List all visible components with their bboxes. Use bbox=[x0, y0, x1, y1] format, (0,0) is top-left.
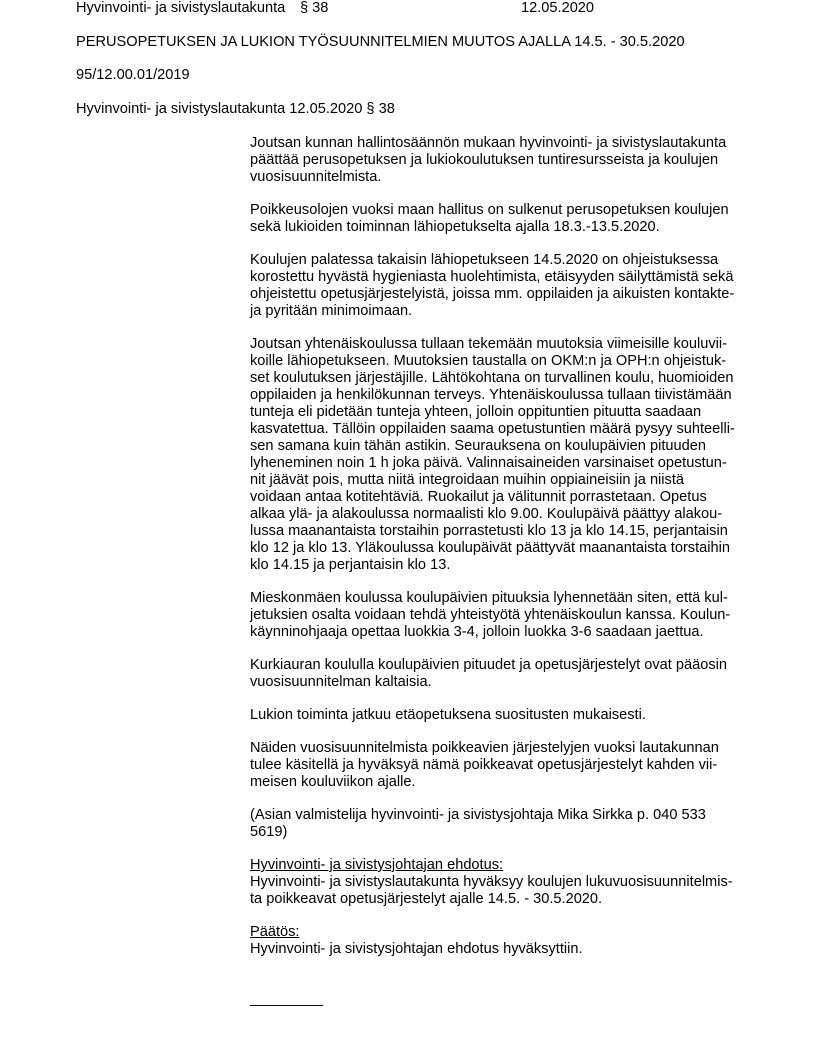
text-line: sekä lukioiden toiminnan lähiopetukselta ajalla 18.3.-13.5.2020. bbox=[250, 219, 660, 235]
paragraph bbox=[250, 590, 750, 641]
header-date: 12.05.2020 bbox=[521, 0, 595, 16]
paragraph bbox=[250, 657, 750, 691]
paragraph bbox=[250, 807, 750, 841]
text-line: 5619) bbox=[250, 824, 288, 840]
text-line: alkaa ylä- ja alakoulussa normaalisti klo 9.00. Koulupäivä päättyy alakou- bbox=[250, 506, 723, 522]
header-section: § 38 bbox=[300, 0, 329, 16]
text-line: nit jäävät pois, mutta niitä integroidaan muihin oppiaineisiin ja niistä bbox=[250, 472, 685, 488]
meeting-reference: Hyvinvointi- ja sivistyslautakunta 12.05.2020 § 38 bbox=[76, 101, 395, 117]
paragraph bbox=[250, 202, 750, 236]
decision-heading: Päätös: bbox=[250, 924, 300, 940]
text-line: lyheneminen noin 1 h joka päivä. Valinnaisaineiden varsinaiset opetustun- bbox=[250, 455, 727, 471]
proposal-heading: Hyvinvointi- ja sivistysjohtajan ehdotus: bbox=[250, 857, 504, 873]
text-line: ohjeistettu opetusjärjestelyistä, joissa mm. oppilaiden ja aikuisten kontakte- bbox=[250, 286, 735, 302]
text-line: Joutsan yhtenäiskoulussa tullaan tekemään muutoksia viimeisille kouluvii- bbox=[250, 336, 727, 352]
paragraph bbox=[250, 135, 750, 186]
document-title: PERUSOPETUKSEN JA LUKION TYÖSUUNNITELMIEN MUUTOS AJALLA 14.5. - 30.5.2020 bbox=[76, 34, 685, 50]
text-line: Mieskonmäen koulussa koulupäivien pituuksia lyhennetään siten, että kul- bbox=[250, 590, 728, 606]
text-line: päättää perusopetuksen ja lukiokoulutuksen tuntiresursseista ja koulujen bbox=[250, 152, 719, 168]
text-line: korostettu hyvästä hygieniasta huolehtimista, etäisyyden säilyttämistä sekä bbox=[250, 269, 734, 285]
text-line: tulee käsitellä ja hyväksyä nämä poikkeavat opetusjärjestelyt kahden vii- bbox=[250, 757, 718, 773]
text-line: tunteja eli pidetään tunteja yhteen, jolloin oppituntien pituutta saadaan bbox=[250, 404, 702, 420]
text-line: vuosisuunnitelmista. bbox=[250, 169, 382, 185]
text-line: Kurkiauran koululla koulupäivien pituudet ja opetusjärjestelyt ovat pääosin bbox=[250, 657, 728, 673]
text-line: vuosisuunnitelman kaltaisia. bbox=[250, 674, 432, 690]
text-line: jetuksien osalta voidaan tehdä yhteistyötä yhtenäiskoulun kanssa. Koulun- bbox=[250, 607, 731, 623]
text-line: koille lähiopetukseen. Muutoksien taustalla on OKM:n ja OPH:n ohjeistuk- bbox=[250, 353, 727, 369]
closing-rule: _________ bbox=[250, 991, 324, 1007]
decision-text: Hyvinvointi- ja sivistysjohtajan ehdotus hyväksyttiin. bbox=[250, 941, 583, 957]
text-line: klo 14.15 ja perjantaisin klo 13. bbox=[250, 557, 451, 573]
proposal-line: ta poikkeavat opetusjärjestelyt ajalle 14.5. - 30.5.2020. bbox=[250, 891, 603, 907]
text-line: sen samana kuin tähän astikin. Seurauksena on koulupäivien pituuden bbox=[250, 438, 706, 454]
text-line: käynninohjaaja opettaa luokkia 3-4, jolloin luokka 3-6 saadaan jaettua. bbox=[250, 624, 704, 640]
text-line: meisen kouluviikon ajalle. bbox=[250, 774, 416, 790]
paragraph bbox=[250, 707, 750, 724]
text-line: Koulujen palatessa takaisin lähiopetukseen 14.5.2020 on ohjeistuksessa bbox=[250, 252, 719, 268]
reference-number: 95/12.00.01/2019 bbox=[76, 67, 190, 83]
paragraph bbox=[250, 740, 750, 791]
text-line: kasvatettua. Tällöin oppilaiden saama opetustuntien määrä pysyy suhteelli- bbox=[250, 421, 735, 437]
header-committee: Hyvinvointi- ja sivistyslautakunta bbox=[76, 0, 286, 16]
text-line: Näiden vuosisuunnitelmista poikkeavien järjestelyjen vuoksi lautakunnan bbox=[250, 740, 719, 756]
text-line: klo 12 ja klo 13. Yläkoulussa koulupäivät päättyvät maanantaista torstaihin bbox=[250, 540, 730, 556]
decision-block bbox=[250, 924, 750, 958]
text-line: Joutsan kunnan hallintosäännön mukaan hyvinvointi- ja sivistyslautakunta bbox=[250, 135, 727, 151]
text-line: set koulutuksen järjestäjille. Lähtökohtana on turvallinen koulu, huomioiden bbox=[250, 370, 734, 386]
text-line: (Asian valmistelija hyvinvointi- ja sivistysjohtaja Mika Sirkka p. 040 533 bbox=[250, 807, 706, 823]
proposal-line: Hyvinvointi- ja sivistyslautakunta hyväksyy koulujen lukuvuosisuunnitelmis- bbox=[250, 874, 733, 890]
paragraph-list bbox=[250, 135, 750, 841]
proposal-block bbox=[250, 857, 750, 908]
body-text bbox=[250, 135, 750, 1008]
text-line: Lukion toiminta jatkuu etäopetuksena suositusten mukaisesti. bbox=[250, 707, 646, 723]
text-line: voidaan antaa kotitehtäviä. Ruokailut ja välitunnit porrastetaan. Opetus bbox=[250, 489, 707, 505]
text-line: ja pyritään minimoimaan. bbox=[250, 303, 413, 319]
paragraph bbox=[250, 336, 750, 574]
text-line: oppilaiden ja henkilökunnan terveys. Yhtenäiskoulussa tullaan tiivistämään bbox=[250, 387, 732, 403]
paragraph bbox=[250, 252, 750, 320]
text-line: lussa maanantaista torstaihin porrastetusti klo 13 ja klo 14.15, perjantaisin bbox=[250, 523, 728, 539]
text-line: Poikkeusolojen vuoksi maan hallitus on sulkenut perusopetuksen koulujen bbox=[250, 202, 729, 218]
